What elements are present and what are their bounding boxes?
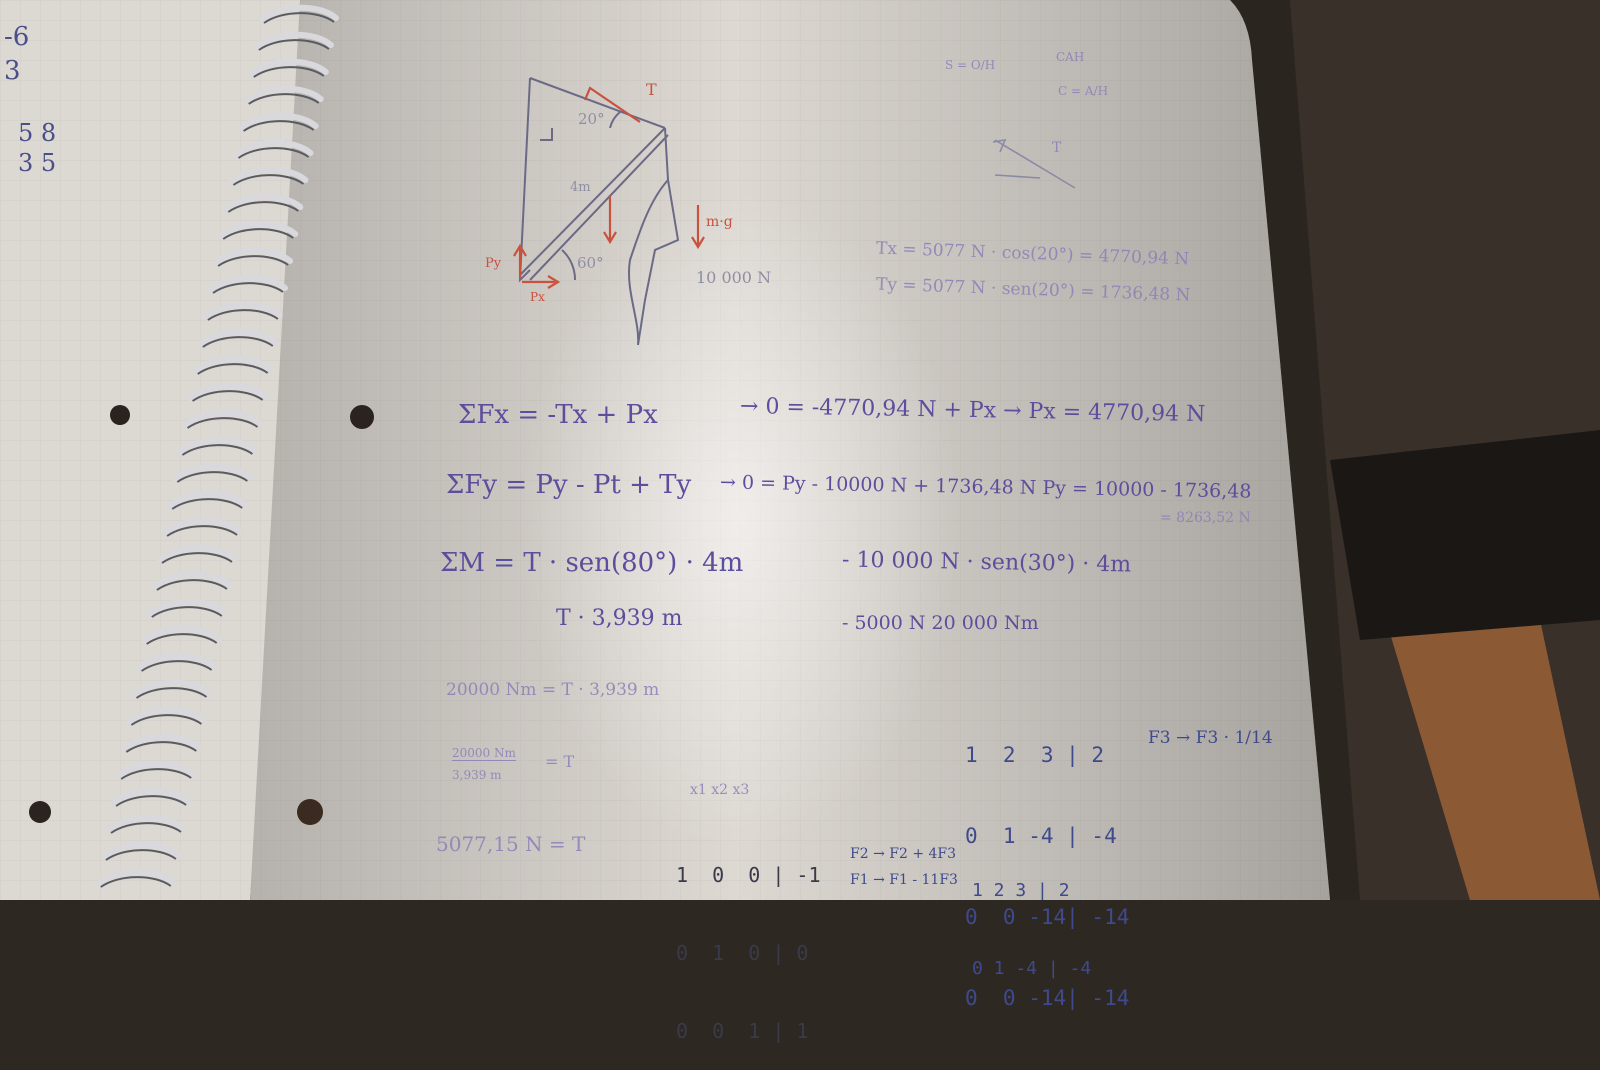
small-matrix-row: 1 2 3 | 2 — [972, 880, 1070, 901]
solve-step-2-num: 20000 Nm — [452, 746, 516, 760]
cah-note: CAH — [1056, 50, 1085, 64]
punch-hole — [350, 405, 374, 429]
ty-component: Ty = 5077 N · sen(20°) = 1736,48 N — [875, 274, 1191, 306]
matrix-b — [18, 118, 56, 178]
sum-fy-value: = 8263,52 N — [1160, 510, 1251, 526]
sum-moments: ΣM = T · sen(80°) · 4m — [440, 548, 744, 578]
punch-hole — [29, 801, 51, 823]
angle-top-label: 20° — [578, 110, 605, 128]
matrix-row: 0 1 -4 | -4 — [965, 824, 1117, 848]
px-label: Px — [530, 290, 545, 304]
soh-note: S = O/H — [945, 58, 996, 72]
solve-step-1: 20000 Nm = T · 3,939 m — [446, 680, 660, 700]
matrix-row: 0 0 -14| -14 — [965, 905, 1130, 929]
reduced-row: 0 0 1 | 1 — [676, 1019, 809, 1043]
punch-hole — [110, 405, 130, 425]
angle-bottom-label: 60° — [577, 254, 604, 272]
matrix-row: 1 2 3 | 2 — [965, 743, 1105, 767]
sum-fx: ΣFx = -Tx + Px — [458, 400, 658, 430]
small-matrix — [972, 826, 1091, 1008]
reduced-matrix — [676, 810, 821, 1070]
reduced-row: 0 1 0 | 0 — [676, 941, 809, 965]
row-operation-2: F2 → F2 + 4F3 — [850, 846, 957, 862]
row-operation-3: F1 → F1 - 11F3 — [850, 872, 958, 888]
matrix-a-row: 3 — [4, 56, 21, 86]
sum-fy: ΣFy = Py - Pt + Ty — [446, 470, 692, 500]
c-eq-note: C = A/H — [1058, 84, 1109, 98]
t-note: T — [1052, 140, 1062, 156]
length-label: 4m — [570, 180, 591, 195]
matrix-b-row: 3 5 — [18, 149, 57, 177]
variable-header: x1 x2 x3 — [690, 782, 750, 798]
weight-label: m·g — [706, 214, 733, 230]
small-matrix-row: 0 1 -4 | -4 — [972, 958, 1092, 979]
punch-hole — [297, 799, 323, 825]
row-operation: F3 → F3 · 1/14 — [1148, 728, 1273, 748]
solve-step-2-eq: = T — [545, 752, 575, 771]
chair-seat — [1330, 430, 1600, 640]
result-tension: 5077,15 N = T — [436, 832, 586, 856]
t-line: T · 3,939 m — [556, 606, 683, 631]
tension-label: T — [646, 80, 657, 99]
matrix-a-row: -6 — [4, 22, 30, 52]
tx-component: Tx = 5077 N · cos(20°) = 4770,94 N — [875, 238, 1190, 270]
sum-fx-result: → 0 = -4770,94 N + Px → Px = 4770,94 N — [739, 393, 1206, 428]
solve-step-2-den: 3,939 m — [452, 768, 502, 782]
matrix-row: 0 0 -14| -14 — [965, 986, 1130, 1010]
py-label: Py — [485, 256, 502, 271]
reduced-row: 1 0 0 | -1 — [676, 863, 821, 887]
weight-value: 10 000 N — [696, 268, 772, 287]
t-line-right: - 5000 N 20 000 Nm — [842, 612, 1039, 634]
matrix-a — [4, 20, 29, 88]
sum-fy-result: → 0 = Py - 10000 N + 1736,48 N Py = 10000 - 1736,48 — [719, 471, 1252, 503]
sum-moments-right: - 10 000 N · sen(30°) · 4m — [841, 547, 1132, 578]
matrix-b-row: 5 8 — [18, 119, 57, 147]
